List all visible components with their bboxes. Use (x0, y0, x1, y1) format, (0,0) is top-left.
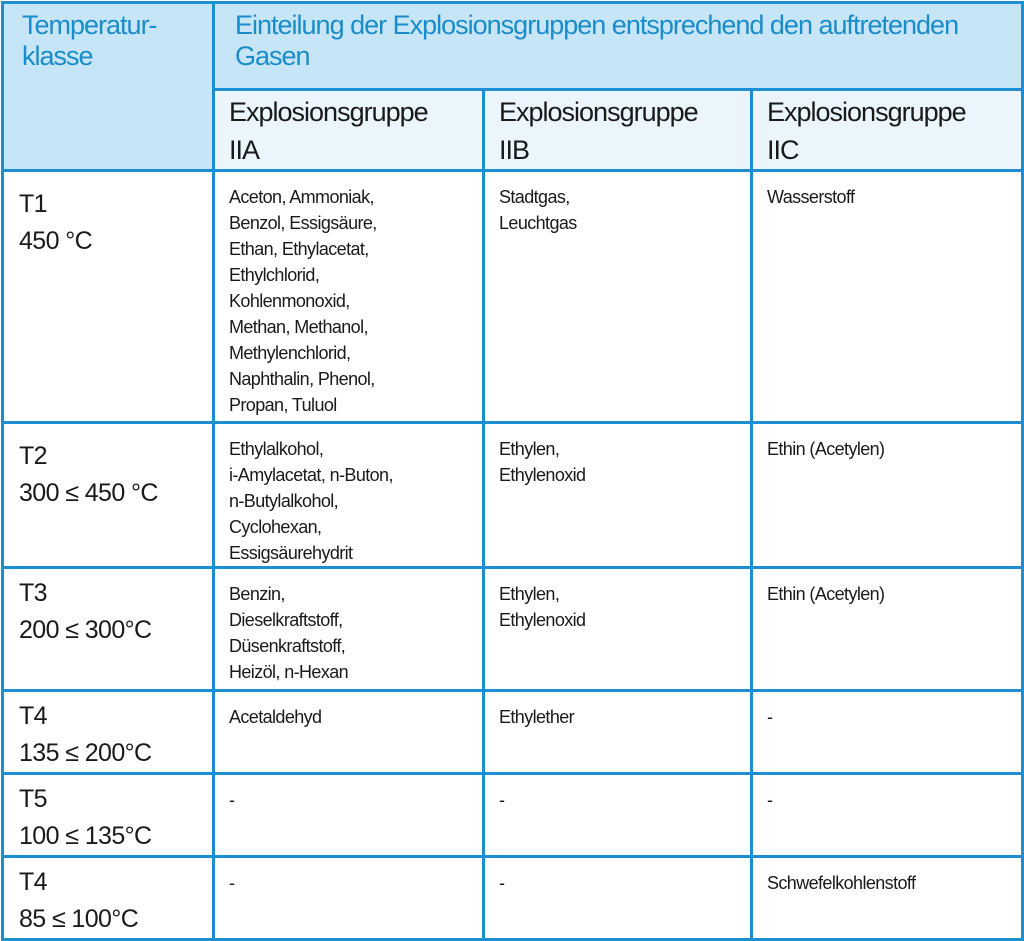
header-column-iia (214, 90, 484, 171)
temperature-range: 100 ≤ 135°C (19, 822, 152, 850)
column-iic-line1: Explosionsgruppe (767, 97, 966, 127)
gas-entry: Acetaldehyd (229, 707, 322, 727)
gases-iia-cell (214, 857, 484, 940)
column-iib-line1: Explosionsgruppe (499, 97, 698, 127)
gas-entry: Ethylenoxid (499, 610, 586, 630)
gases-iic-cell (752, 857, 1023, 940)
gases-iic-cell (752, 691, 1023, 774)
gas-entry: Stadtgas, (499, 187, 570, 207)
header-group-title-line1: Einteilung der Explosionsgruppen (235, 10, 606, 40)
table-row (3, 171, 1023, 423)
temperature-class: T3 (19, 579, 47, 607)
gases-iia-cell (214, 691, 484, 774)
gas-entry: Heizöl, n-Hexan (229, 662, 349, 682)
gas-entry: Naphthalin, Phenol, (229, 369, 375, 389)
gas-entry: Ethylenoxid (499, 465, 586, 485)
gas-entry: Ethin (Acetylen) (767, 584, 885, 604)
header-group-title (214, 3, 1023, 90)
temperature-range: 450 °C (19, 227, 93, 255)
gases-iia-cell (214, 774, 484, 857)
table-row (3, 568, 1023, 691)
header-temperature-class-line1: Temperatur- (22, 10, 157, 40)
column-iic-line2: IIC (767, 135, 799, 165)
temperature-class: T2 (19, 442, 47, 470)
gas-entry: Düsenkraftstoff, (229, 636, 346, 656)
gases-iia-cell (214, 423, 484, 568)
header-temperature-class-line2: klasse (22, 41, 93, 71)
gas-entry: - (499, 790, 505, 810)
gas-entry: Ethylchlorid, (229, 265, 320, 285)
temperature-class-cell (3, 691, 214, 774)
temperature-range: 85 ≤ 100°C (19, 905, 139, 933)
gas-entry: - (229, 790, 235, 810)
gas-entry: Methylenchlorid, (229, 343, 351, 363)
gas-entry: Leuchtgas (499, 213, 577, 233)
gas-entry: Dieselkraftstoff, (229, 610, 343, 630)
temperature-class-cell (3, 857, 214, 940)
column-iia-line2: IIA (229, 135, 260, 165)
gases-iic-cell (752, 568, 1023, 691)
gases-iib-cell (484, 423, 752, 568)
temperature-class-cell (3, 171, 214, 423)
gases-iia-cell (214, 171, 484, 423)
header-column-iib (484, 90, 752, 171)
gas-entry: - (229, 873, 235, 893)
gas-entry: Ethylen, (499, 439, 560, 459)
gas-entry: Benzin, (229, 584, 285, 604)
gas-entry: Essigsäurehydrit (229, 543, 353, 563)
table-row (3, 423, 1023, 568)
gas-entry: Ethan, Ethylacetat, (229, 239, 369, 259)
explosion-group-table (1, 1, 1024, 941)
gas-entry: Aceton, Ammoniak, (229, 187, 374, 207)
temperature-range: 135 ≤ 200°C (19, 739, 152, 767)
temperature-class-cell (3, 774, 214, 857)
gases-iic-cell (752, 423, 1023, 568)
gas-entry: Wasserstoff (767, 187, 855, 207)
header-column-iic (752, 90, 1023, 171)
temperature-class: T5 (19, 785, 47, 813)
gases-iib-cell (484, 774, 752, 857)
gases-iia-cell (214, 568, 484, 691)
gas-entry: Ethylether (499, 707, 575, 727)
gas-entry: i-Amylacetat, n-Buton, (229, 465, 393, 485)
gas-entry: Ethin (Acetylen) (767, 439, 885, 459)
gases-iib-cell (484, 857, 752, 940)
gas-entry: n-Butylalkohol, (229, 491, 339, 511)
gases-iib-cell (484, 171, 752, 423)
temperature-class: T4 (19, 868, 47, 896)
gas-entry: Propan, Tuluol (229, 395, 337, 415)
column-iib-line2: IIB (499, 135, 530, 165)
gas-entry: - (499, 873, 505, 893)
gas-entry: Methan, Methanol, (229, 317, 368, 337)
table-row (3, 774, 1023, 857)
table-row (3, 691, 1023, 774)
header-group-title-line2: entsprechend den auftretenden Gasen (235, 10, 959, 71)
gases-iic-cell (752, 774, 1023, 857)
temperature-range: 300 ≤ 450 °C (19, 479, 158, 507)
gas-entry: - (767, 790, 773, 810)
gases-iib-cell (484, 691, 752, 774)
temperature-class-cell (3, 568, 214, 691)
gas-entry: Cyclohexan, (229, 517, 322, 537)
temperature-class: T1 (19, 190, 47, 218)
table-row (3, 857, 1023, 940)
temperature-range: 200 ≤ 300°C (19, 616, 152, 644)
temperature-class-cell (3, 423, 214, 568)
gas-entry: Ethylen, (499, 584, 560, 604)
gas-entry: Kohlenmonoxid, (229, 291, 350, 311)
gas-entry: Benzol, Essigsäure, (229, 213, 377, 233)
gases-iib-cell (484, 568, 752, 691)
gases-iic-cell (752, 171, 1023, 423)
column-iia-line1: Explosionsgruppe (229, 97, 428, 127)
gas-entry: Schwefelkohlenstoff (767, 873, 916, 893)
header-temperature-class (3, 3, 214, 171)
gas-entry: - (767, 707, 773, 727)
gas-entry: Ethylalkohol, (229, 439, 324, 459)
temperature-class: T4 (19, 702, 47, 730)
